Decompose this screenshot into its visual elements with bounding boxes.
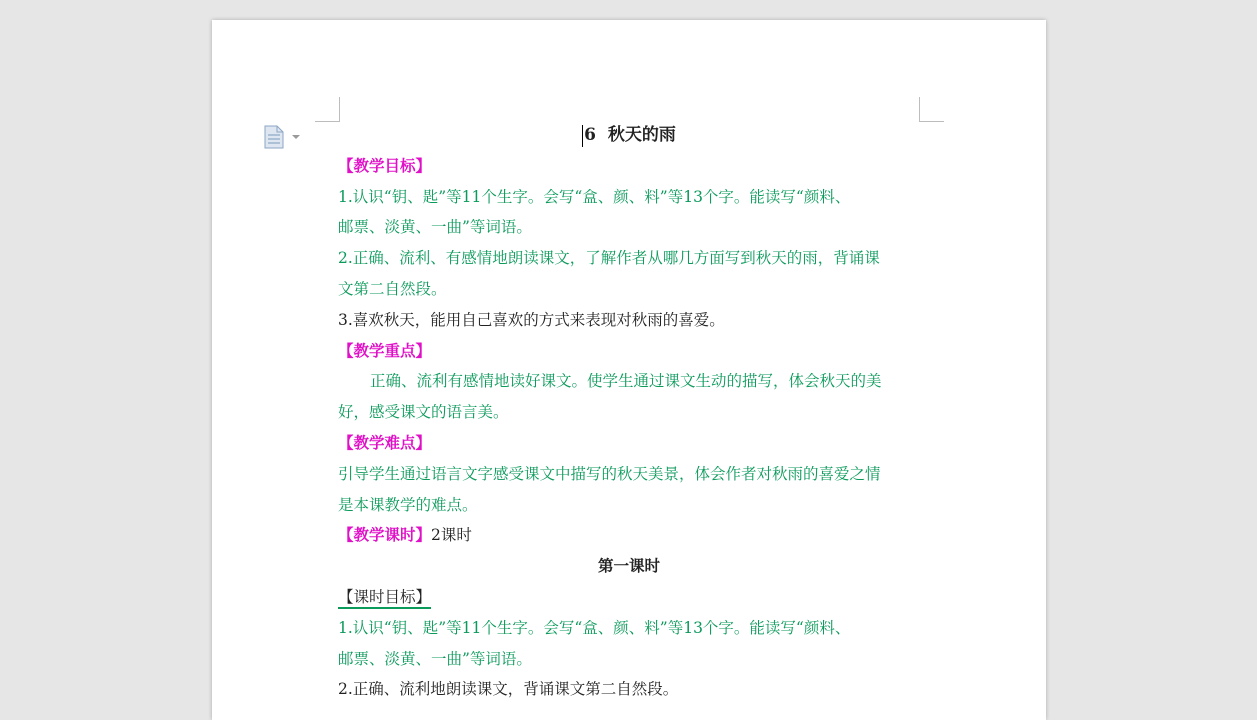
lesson-goals-heading-line [338, 582, 920, 613]
goals-heading: 【教学目标】 [338, 155, 432, 175]
lesson-goals-heading: 【课时目标】 [338, 587, 431, 609]
lesson-goal-1-line-1: 1.认识“钥、匙”等11个生字。会写“盒、颜、料”等13个字。能读写“颜料、 [338, 618, 851, 637]
class-hours-heading: 【教学课时】 [338, 525, 432, 545]
document-content[interactable] [338, 120, 920, 705]
key-points-heading: 【教学重点】 [338, 340, 432, 360]
goal-1-line-2: 邮票、淡黄、一曲”等词语。 [338, 218, 532, 237]
title-text: 秋天的雨 [607, 125, 676, 145]
goal-2-line-1: 2.正确、流利、有感情地朗读课文，了解作者从哪几方面写到秋天的雨，背诵课 [338, 249, 880, 268]
lesson-title: 第一课时 [597, 556, 660, 576]
margin-corner-top-right [919, 97, 944, 122]
key-points-line-2: 好，感受课文的语言美。 [338, 403, 509, 422]
goal-3: 3.喜欢秋天，能用自己喜欢的方式来表现对秋雨的喜爱。 [338, 310, 725, 329]
lesson-goal-1-line-2: 邮票、淡黄、一曲”等词语。 [338, 649, 532, 668]
document-page [212, 20, 1046, 720]
class-hours [338, 520, 920, 551]
margin-corner-top-left [315, 97, 340, 122]
title-number: 6 [584, 125, 596, 145]
document-title [338, 120, 920, 151]
class-hours-value: 2课时 [431, 526, 472, 545]
goal-2-line-2: 文第二自然段。 [338, 279, 447, 298]
goal-1-line-1: 1.认识“钥、匙”等11个生字。会写“盒、颜、料”等13个字。能读写“颜料、 [338, 187, 851, 206]
text-cursor [582, 125, 583, 147]
difficult-points-line-1: 引导学生通过语言文字感受课文中描写的秋天美景，体会作者对秋雨的喜爱之情 [338, 464, 881, 483]
difficult-points-line-2: 是本课教学的难点。 [338, 495, 478, 514]
key-points-line-1: 正确、流利有感情地读好课文。使学生通过课文生动的描写，体会秋天的美 [370, 372, 882, 391]
difficult-points-heading: 【教学难点】 [338, 432, 432, 452]
lesson-goal-2: 2.正确、流利地朗读课文，背诵课文第二自然段。 [338, 680, 679, 699]
document-options-button[interactable] [263, 124, 303, 154]
document-icon [263, 124, 303, 150]
